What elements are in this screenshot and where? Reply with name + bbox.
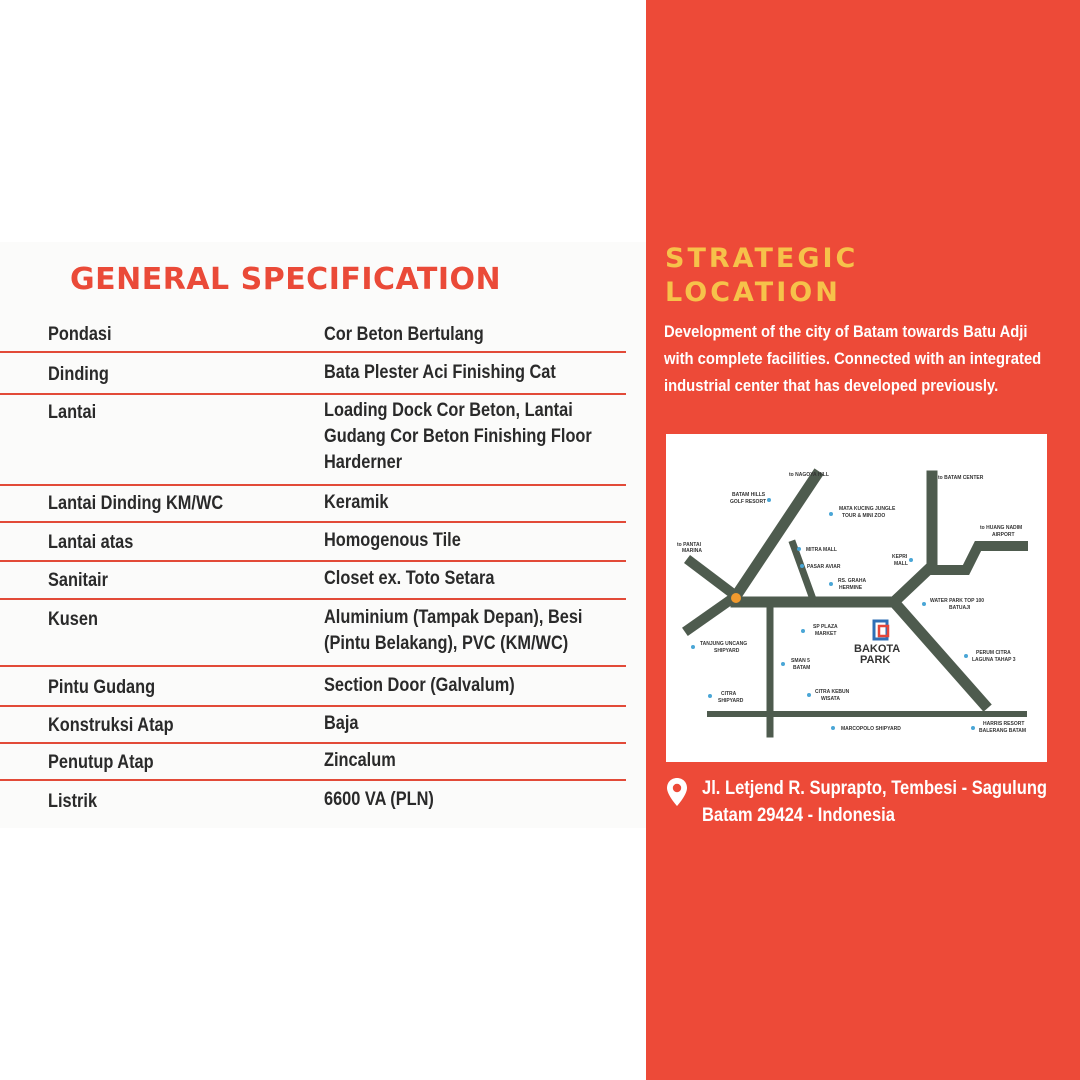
spec-label-listrik: Listrik bbox=[48, 791, 98, 812]
map-label-kepri-1: KEPRI bbox=[892, 554, 908, 560]
address-line1: Jl. Letjend R. Suprapto, Tembesi - Sagulung bbox=[702, 778, 1048, 799]
location-map bbox=[666, 434, 1047, 762]
map-label-harris-1: HARRIS RESORT bbox=[983, 721, 1025, 727]
map-label-batam-hills-2: GOLF RESORT bbox=[730, 499, 767, 505]
junction-marker bbox=[731, 593, 741, 603]
map-brand-line2: PARK bbox=[860, 654, 891, 666]
map-marker bbox=[831, 726, 835, 730]
map-marker bbox=[797, 547, 801, 551]
map-label-citra-kebun-1: CITRA KEBUN bbox=[815, 689, 850, 695]
map-label-graha-1: RS. GRAHA bbox=[838, 578, 867, 584]
map-label-marcopolo: MARCOPOLO SHIPYARD bbox=[841, 726, 901, 732]
map-label-waterpark-2: BATUAJI bbox=[949, 605, 971, 611]
map-marker bbox=[800, 564, 804, 568]
map-marker bbox=[922, 602, 926, 606]
spec-label-lantai-dinding: Lantai Dinding KM/WC bbox=[48, 493, 224, 514]
spec-value-sanitair: Closet ex. Toto Setara bbox=[324, 568, 495, 589]
spec-title: GENERAL SPECIFICATION bbox=[70, 262, 502, 297]
map-label-batam-hills-1: BATAM HILLS bbox=[732, 492, 766, 498]
row-divider bbox=[0, 665, 626, 667]
map-marker bbox=[708, 694, 712, 698]
location-description: Development of the city of Batam towards Batu Adji with complete facilities. Connected with an integrated industrial center that has developed previously. bbox=[664, 322, 1042, 395]
spec-value-dinding: Bata Plester Aci Finishing Cat bbox=[324, 362, 556, 383]
map-label-pasar: PASAR AVIAR bbox=[807, 564, 841, 570]
spec-value-penutup-atap: Zincalum bbox=[324, 750, 396, 771]
spec-label-penutup-atap: Penutup Atap bbox=[48, 752, 154, 773]
map-label-sp-plaza-2: MARKET bbox=[815, 631, 837, 637]
location-title-line2: LOCATION bbox=[665, 277, 841, 308]
map-marker bbox=[801, 629, 805, 633]
location-title bbox=[665, 242, 858, 310]
spec-label-kusen: Kusen bbox=[48, 609, 98, 630]
map-label-pantai-1: to PANTAI bbox=[677, 542, 701, 548]
spec-label-lantai-atas: Lantai atas bbox=[48, 532, 134, 553]
road-pantai bbox=[691, 562, 736, 596]
map-marker bbox=[767, 498, 771, 502]
spec-label-lantai: Lantai bbox=[48, 402, 97, 423]
row-divider bbox=[0, 742, 626, 744]
map-marker bbox=[829, 512, 833, 516]
map-label-citra-ship-1: CITRA bbox=[721, 691, 737, 697]
spec-value-lantai: Loading Dock Cor Beton, Lantai Gudang Cor Beton Finishing Floor Harderner bbox=[324, 400, 592, 473]
map-marker bbox=[807, 693, 811, 697]
map-marker bbox=[971, 726, 975, 730]
map-label-sp-plaza-1: SP PLAZA bbox=[813, 624, 838, 630]
spec-label-sanitair: Sanitair bbox=[48, 570, 108, 591]
map-label-mata-kucing-1: MATA KUCING JUNGLE bbox=[839, 506, 896, 512]
map-label-tanjung-1: TANJUNG UNCANG bbox=[700, 641, 748, 647]
location-title-line1: STRATEGIC bbox=[665, 243, 859, 274]
map-label-batam-center: to BATAM CENTER bbox=[938, 475, 984, 481]
spec-value-lantai-atas: Homogenous Tile bbox=[324, 530, 461, 551]
map-label-citra-ship-2: SHIPYARD bbox=[718, 698, 744, 704]
map-brand-line1: BAKOTA bbox=[854, 643, 901, 655]
map-label-perum-1: PERUM CITRA bbox=[976, 650, 1011, 656]
location-pin-icon bbox=[666, 777, 688, 807]
map-label-mata-kucing-2: TOUR & MINI ZOO bbox=[842, 513, 886, 519]
map-label-nagoya: to NAGOYA HILL bbox=[789, 472, 829, 478]
map-label-tanjung-2: SHIPYARD bbox=[714, 648, 740, 654]
map-label-sman-1: SMAN 5 bbox=[791, 658, 810, 664]
spec-label-pondasi: Pondasi bbox=[48, 324, 112, 345]
row-divider bbox=[0, 779, 626, 781]
spec-value-listrik: 6600 VA (PLN) bbox=[324, 789, 434, 810]
spec-value-lantai-dinding: Keramik bbox=[324, 492, 389, 513]
spec-value-konstruksi-atap: Baja bbox=[324, 713, 359, 734]
spec-label-dinding: Dinding bbox=[48, 364, 109, 385]
map-label-perum-2: LAGUNA TAHAP 3 bbox=[972, 657, 1016, 663]
map-label-graha-2: HERMINE bbox=[839, 585, 863, 591]
row-divider bbox=[0, 560, 626, 562]
map-label-sman-2: BATAM bbox=[793, 665, 811, 671]
map-label-hang-nadim-1: to HUANG NADIM bbox=[980, 525, 1023, 531]
row-divider bbox=[0, 351, 626, 353]
spec-label-konstruksi-atap: Konstruksi Atap bbox=[48, 715, 174, 736]
address-line2: Batam 29424 - Indonesia bbox=[702, 805, 895, 826]
row-divider bbox=[0, 598, 626, 600]
map-label-hang-nadim-2: AIRPORT bbox=[992, 532, 1015, 538]
road-airport bbox=[932, 546, 1023, 570]
road-tanjung bbox=[689, 596, 736, 629]
row-divider bbox=[0, 521, 626, 523]
spec-value-pintu-gudang: Section Door (Galvalum) bbox=[324, 675, 515, 696]
bakota-logo bbox=[874, 621, 888, 639]
map-marker bbox=[909, 558, 913, 562]
map-label-citra-kebun-2: WISATA bbox=[821, 696, 840, 702]
address bbox=[702, 775, 1050, 829]
map-label-pantai-2: MARINA bbox=[682, 548, 702, 554]
map-label-harris-2: BALERANG BATAM bbox=[979, 728, 1027, 734]
map-marker bbox=[964, 654, 968, 658]
map-label-mitra: MITRA MALL bbox=[806, 547, 837, 553]
spec-value-pondasi: Cor Beton Bertulang bbox=[324, 324, 484, 345]
row-divider bbox=[0, 705, 626, 707]
map-marker bbox=[781, 662, 785, 666]
spec-label-pintu-gudang: Pintu Gudang bbox=[48, 677, 156, 698]
spec-value-kusen: Aluminium (Tampak Depan), Besi (Pintu Belakang), PVC (KM/WC) bbox=[324, 607, 583, 654]
map-label-kepri-2: MALL bbox=[894, 561, 908, 567]
road-south bbox=[894, 602, 984, 704]
row-divider bbox=[0, 484, 626, 486]
map-label-waterpark-1: WATER PARK TOP 100 bbox=[930, 598, 985, 604]
map-graphic bbox=[666, 434, 1047, 762]
row-divider bbox=[0, 393, 626, 395]
map-marker bbox=[829, 582, 833, 586]
map-marker bbox=[691, 645, 695, 649]
road-batam-center bbox=[894, 476, 932, 602]
